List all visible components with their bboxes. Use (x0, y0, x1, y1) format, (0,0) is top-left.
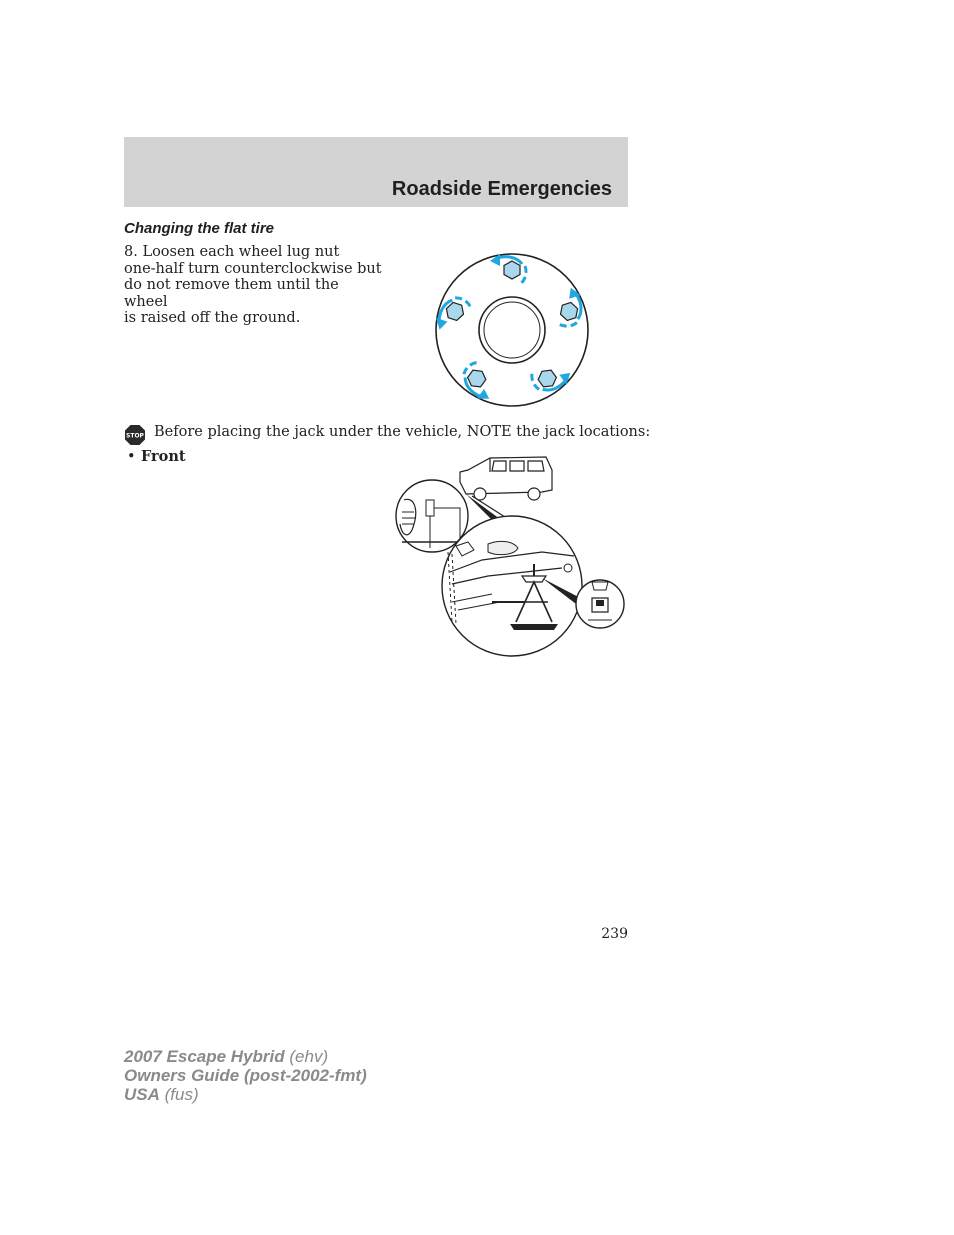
stop-sign-label: STOP (126, 432, 144, 440)
wheel-detail-inset (396, 480, 468, 552)
front-jack-location-figure (392, 452, 632, 662)
footer-line-1: 2007 Escape Hybrid (ehv) (124, 1047, 329, 1066)
footer-line-2: Owners Guide (post-2002-fmt) (124, 1066, 367, 1085)
header-band (124, 137, 628, 207)
warning-text: Before placing the jack under the vehicle, NOTE the jack locations: (154, 424, 651, 440)
step-text: 8. Loosen each wheel lug nut one-half turn counterclockwise but do not remove them until the wheel is raised off the ground. (124, 244, 382, 326)
page-number: 239 (601, 926, 628, 942)
bullet-front (127, 448, 186, 465)
bullet-label: Front (141, 448, 186, 465)
jack-detail-circle (442, 516, 582, 656)
jack-point-inset (576, 580, 624, 628)
bullet-dot: • (127, 449, 136, 465)
stop-sign-icon (124, 424, 146, 446)
footer (124, 1047, 367, 1104)
wheel-lug-nut-figure (432, 250, 596, 410)
footer-line-3: USA (fus) (124, 1085, 199, 1104)
section-title: Roadside Emergencies (391, 178, 612, 200)
subheading: Changing the flat tire (124, 220, 274, 237)
vehicle-outline (460, 457, 552, 500)
